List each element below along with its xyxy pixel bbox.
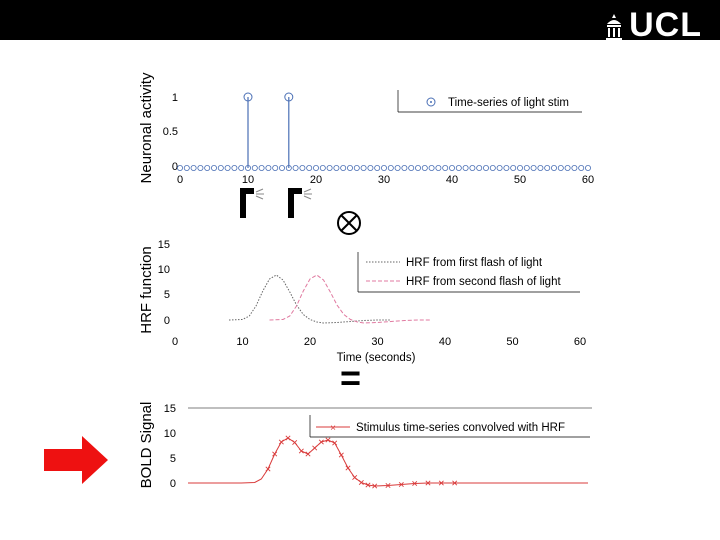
baseline-marker bbox=[443, 165, 448, 170]
bold-series bbox=[188, 436, 588, 488]
x-tick-label: 50 bbox=[513, 174, 527, 186]
bold-marker bbox=[299, 449, 303, 453]
baseline-marker bbox=[225, 165, 230, 170]
baseline-marker bbox=[558, 165, 563, 170]
baseline-marker bbox=[293, 165, 298, 170]
baseline-marker bbox=[409, 165, 414, 170]
bold-marker bbox=[359, 480, 363, 484]
baseline-marker bbox=[327, 165, 332, 170]
legend bbox=[316, 422, 565, 434]
baseline-marker bbox=[334, 165, 339, 170]
legend-label: HRF from second flash of light bbox=[406, 276, 561, 288]
y-tick-label: 0 bbox=[171, 161, 178, 173]
baseline-marker bbox=[402, 165, 407, 170]
baseline-marker bbox=[524, 165, 529, 170]
x-tick-labels bbox=[172, 336, 586, 348]
x-tick-label: 30 bbox=[377, 174, 391, 186]
baseline-marker bbox=[470, 165, 475, 170]
baseline-marker bbox=[198, 165, 203, 170]
flashlight-icon bbox=[240, 188, 264, 218]
stim-baseline-markers bbox=[177, 165, 590, 170]
y-tick-label: 15 bbox=[157, 239, 170, 251]
legend-label: HRF from first flash of light bbox=[406, 257, 543, 269]
bold-marker bbox=[352, 475, 356, 479]
baseline-marker bbox=[266, 165, 271, 170]
y-tick-label: 10 bbox=[163, 428, 176, 440]
bold-marker bbox=[312, 446, 316, 450]
baseline-marker bbox=[191, 165, 196, 170]
baseline-marker bbox=[259, 165, 264, 170]
bold-marker bbox=[266, 467, 270, 471]
baseline-marker bbox=[368, 165, 373, 170]
stim-series bbox=[244, 93, 293, 168]
x-tick-label: 20 bbox=[309, 174, 323, 186]
red-arrow-icon bbox=[44, 436, 108, 484]
bold-marker bbox=[279, 440, 283, 444]
y-axis-label: Neuronal activity bbox=[138, 72, 155, 184]
baseline-marker bbox=[504, 165, 509, 170]
x-tick-label: 0 bbox=[171, 336, 179, 348]
baseline-marker bbox=[551, 165, 556, 170]
baseline-marker bbox=[232, 165, 237, 170]
x-tick-label: 0 bbox=[176, 174, 184, 186]
y-tick-label: 0.5 bbox=[162, 126, 178, 138]
bold-marker bbox=[332, 441, 336, 445]
y-tick-label: 1 bbox=[171, 92, 178, 104]
baseline-marker bbox=[211, 165, 216, 170]
y-axis-label: BOLD Signal bbox=[138, 401, 155, 489]
baseline-marker bbox=[483, 165, 488, 170]
bold-marker bbox=[272, 452, 276, 456]
baseline-marker bbox=[517, 165, 522, 170]
x-tick-label: 30 bbox=[371, 336, 384, 348]
baseline-marker bbox=[565, 165, 570, 170]
baseline-marker bbox=[218, 165, 223, 170]
y-tick-label: 0 bbox=[163, 315, 170, 327]
baseline-marker bbox=[395, 165, 400, 170]
baseline-marker bbox=[538, 165, 543, 170]
baseline-marker bbox=[497, 165, 502, 170]
bold-line bbox=[188, 438, 588, 486]
baseline-marker bbox=[354, 165, 359, 170]
baseline-marker bbox=[422, 165, 427, 170]
bold-signal-chart bbox=[138, 402, 592, 490]
baseline-marker bbox=[388, 165, 393, 170]
y-tick-label: 5 bbox=[163, 289, 170, 301]
legend-label: Time-series of light stim bbox=[448, 97, 569, 109]
y-tick-label: 15 bbox=[163, 403, 176, 415]
hrf-line bbox=[229, 275, 391, 323]
bold-marker bbox=[286, 436, 290, 440]
x-tick-label: 60 bbox=[573, 336, 587, 348]
baseline-marker bbox=[415, 165, 420, 170]
baseline-marker bbox=[449, 165, 454, 170]
baseline-marker bbox=[585, 165, 590, 170]
y-axis-label: HRF function bbox=[138, 246, 155, 334]
baseline-marker bbox=[429, 165, 434, 170]
baseline-marker bbox=[463, 165, 468, 170]
baseline-marker bbox=[579, 165, 584, 170]
neuronal-activity-chart bbox=[138, 72, 594, 186]
baseline-marker bbox=[436, 165, 441, 170]
baseline-marker bbox=[511, 165, 516, 170]
hrf-chart bbox=[138, 239, 586, 364]
legend-marker: × bbox=[330, 423, 336, 434]
baseline-marker bbox=[545, 165, 550, 170]
flashlight-icon bbox=[288, 188, 312, 218]
baseline-marker bbox=[320, 165, 325, 170]
x-tick-label: 50 bbox=[506, 336, 519, 348]
baseline-marker bbox=[313, 165, 318, 170]
baseline-marker bbox=[279, 165, 284, 170]
baseline-marker bbox=[361, 165, 366, 170]
baseline-marker bbox=[300, 165, 305, 170]
x-tick-label: 60 bbox=[581, 174, 595, 186]
baseline-marker bbox=[273, 165, 278, 170]
bold-marker bbox=[339, 453, 343, 457]
bold-marker bbox=[292, 440, 296, 444]
x-axis-label: Time (seconds) bbox=[336, 352, 416, 364]
baseline-marker bbox=[307, 165, 312, 170]
y-tick-label: 10 bbox=[157, 264, 170, 276]
baseline-marker bbox=[239, 165, 244, 170]
bold-marker bbox=[306, 452, 310, 456]
baseline-marker bbox=[177, 165, 182, 170]
baseline-marker bbox=[205, 165, 210, 170]
baseline-marker bbox=[341, 165, 346, 170]
x-tick-label: 10 bbox=[236, 336, 249, 348]
baseline-marker bbox=[456, 165, 461, 170]
baseline-marker bbox=[252, 165, 257, 170]
baseline-marker bbox=[381, 165, 386, 170]
light-flash-icons bbox=[240, 188, 312, 218]
baseline-marker bbox=[375, 165, 380, 170]
x-tick-labels bbox=[177, 174, 594, 186]
baseline-marker bbox=[531, 165, 536, 170]
x-tick-label: 40 bbox=[445, 174, 459, 186]
legend bbox=[366, 257, 561, 288]
baseline-marker bbox=[477, 165, 482, 170]
baseline-marker bbox=[490, 165, 495, 170]
bold-marker bbox=[346, 466, 350, 470]
ucl-wordmark: UCL bbox=[629, 6, 702, 44]
baseline-marker bbox=[184, 165, 189, 170]
x-tick-label: 40 bbox=[438, 336, 452, 348]
x-tick-label: 20 bbox=[303, 336, 317, 348]
y-tick-label: 5 bbox=[169, 453, 176, 465]
baseline-marker bbox=[572, 165, 577, 170]
equals-symbol: = bbox=[340, 357, 362, 398]
baseline-marker bbox=[347, 165, 352, 170]
hrf-series bbox=[229, 275, 432, 323]
x-tick-label: 10 bbox=[241, 174, 255, 186]
legend bbox=[427, 97, 569, 109]
convolution-symbol bbox=[338, 212, 360, 234]
y-tick-label: 0 bbox=[169, 478, 176, 490]
legend-label: Stimulus time-series convolved with HRF bbox=[356, 422, 565, 434]
